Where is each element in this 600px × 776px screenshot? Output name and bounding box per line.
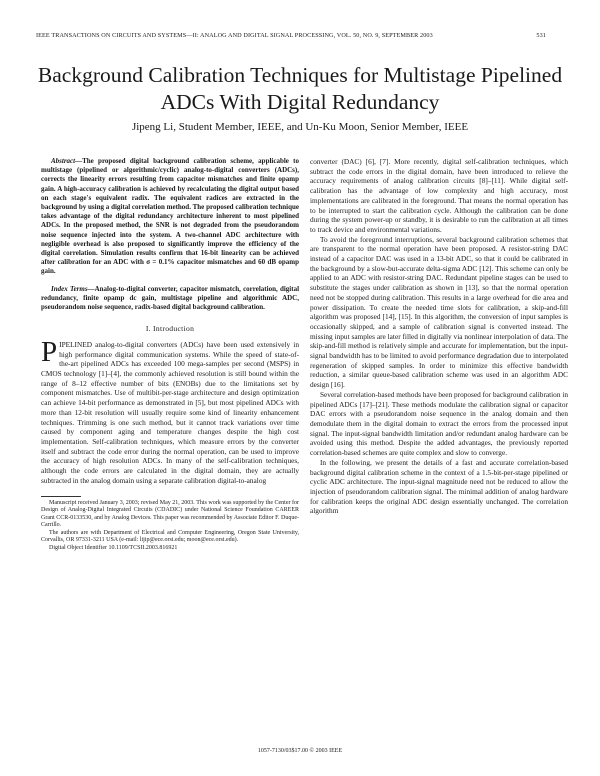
intro-text: IPELINED analog-to-digital converters (ADCs) have been used extensively in high performance digital communication systems. While the speed of state-of-the-art pipelined ADCs has exceeded 100 mega-samples per second (MSPS) in CMOS technology [1]–[4], the commonly achieved resolution is still bound within the range of 8–12 effective number of bits (ENOBs) due to the limitations set by component mismatches. Use of multibit-per-stage architecture and design optimization can achieve 14-bit performance as demonstrated in [5], but most pipelined ADCs with more than 12-bit resolution will usually require some kind of linearity enhancement techniques. Trimming is one such method, but it cannot track variations over time caused by component aging and temperature changes despite the high cost implementation. Self-calibration techniques, which measure errors by the converter itself and subtract the code error during the normal operation, can be used to improve the accuracy of high resolution ADCs. In many of the self-calibration techniques, although the code errors are calculated in the digital domain, they are actually subtracted in the analog domain using a separate calibration digital-to-analog: [41, 339, 299, 485]
running-head: [36, 32, 546, 39]
footnote-doi: Digital Object Identifier 10.1109/TCSII.2003.816921: [49, 545, 178, 552]
abstract-text: The proposed digital background calibration scheme, applicable to multistage (pipelined or algorithmic/cyclic) analog-to-digital converters (ADCs), corrects the linearity errors resulting from capacitor mismatches and finite opamp gain. A high-accuracy calibration is achieved by recalculating the digital output based on each stage's equivalent radix. The equivalent radices are extracted in the background by using a digital correlation method. The proposed calibration technique takes advantage of the digital redundancy architecture inherent to most pipelined ADCs. In the proposed method, the SNR is not degraded from the pseudorandom noise sequence injected into the system. A two-channel ADC architecture with negligible overhead is also proposed to significantly improve the efficiency of the digital correlation. Simulation results confirm that 16-bit linearity can be achieved after calibration for an ADC with σ = 0.1% capacitor mismatches and 60 dB opamp gain.: [41, 157, 299, 276]
index-terms: [41, 285, 299, 313]
correlation-paragraph: Several correlation-based methods have been proposed for background calibration in pipelined ADCs [17]–[21]. These methods modulate the calibration signal or capacitor DAC errors with a pseudorandom noise sequence in the analog domain and then demodulate them in the digital domain to extract the errors from the processed input signal. The input-signal bandwidth limitation and/or redundant analog hardware can be avoided using this method. Despite the added advantages, the previously reported correlation-based schemes are quite complex and slow to converge.: [310, 389, 568, 458]
copyright-footer: 1057-7130/03$17.00 © 2003 IEEE: [257, 748, 343, 754]
drop-cap: P: [41, 335, 58, 368]
footnote-affiliation: The authors are with Department of Electrical and Computer Engineering, Oregon State University, Corvallis, OR 97331-3211 USA (e-mail: lijip@ece.orst.edu; moon@ece.orst.edu).: [41, 529, 299, 544]
proposal-paragraph: In the following, we present the details of a fast and accurate correlation-based background digital calibration scheme in the context of a 1.5-bit-per-stage pipelined or cyclic ADC architecture. The input-signal magnitude need not be reduced to allow the injection of pseudorandom calibration signal. The minimal addition of analog hardware for calibration keeps the original ADC design essentially unchanged. The correlation algorithm: [310, 457, 568, 516]
right-column: [310, 157, 568, 516]
page-number: 531: [536, 32, 546, 39]
index-terms-lead: Index Terms—: [51, 284, 95, 293]
left-column: [41, 157, 299, 553]
footnote-rule: [41, 496, 81, 497]
intro-continuation: converter (DAC) [6], [7]. More recently, digital self-calibration techniques, which subtract the code errors in the digital domain, have been introduced to relieve the accuracy requirements of analog calibration circuits [8]–[11]. While digital self-calibration has the advantage of low complexity and high accuracy, most implementations are calibrated in the foreground. That means the normal operation has to be interrupted to start the calibration cycle. Although the calibration can be done during the system power-up or standby, it is desirable to run the calibration at all times to track device and environmental variations.: [310, 157, 568, 234]
abstract-lead: Abstract—: [51, 157, 83, 165]
footnote: [41, 500, 299, 553]
footnote-received: Manuscript received January 3, 2003; revised May 21, 2003. This work was supported by the Center for Design of Analog-Digital Integrated Circuits (CDADIC) under National Science Foundation CAREER Grant CCR-0133530, and by Analog Devices. This paper was recommended by Associate Editor F. Duque-Carrillo.: [41, 499, 299, 529]
paper-title: Background Calibration Techniques for Multistage Pipelined ADCs With Digital Redundancy: [37, 63, 563, 114]
journal-header: IEEE TRANSACTIONS ON CIRCUITS AND SYSTEMS—II: ANALOG AND DIGITAL SIGNAL PROCESSING, VOL. 50, NO. 9, SEPTEMBER 2003: [36, 32, 433, 39]
section-heading: I. Introduction: [145, 324, 195, 334]
intro-paragraph: [41, 335, 299, 486]
index-terms-text: Analog-to-digital converter, capacitor mismatch, correlation, digital redundancy, finite opamp dc gain, multistage pipeline and algorithmic ADC, pseudorandom noise sequence, radix-based digital background calibration.: [41, 284, 300, 312]
paper-authors: Jipeng Li, Student Member, IEEE, and Un-Ku Moon, Senior Member, IEEE: [131, 121, 469, 133]
abstract: [41, 157, 299, 277]
background-paragraph: To avoid the foreground interruptions, several background calibration schemes that are transparent to the normal operation have been proposed. A resistor-string DAC instead of a capacitor DAC was used in a 13-bit ADC, so that it could be calibrated in the background by a slow-but-accurate delta-sigma ADC [12]. This scheme can only be applied to an ADC with resistor-string DAC. Redundant pipeline stages can be used to substitute the stages under calibration as shown in [13], so that the normal operation need not be stopped during calibration. This results in a large overhead for die area and power dissipation. To create the needed time slots for calibration, a skip-and-fill algorithm was proposed [14], [15]. In this algorithm, the conversion of input samples is occasionally skipped, and a sample of calibration signal is converted instead. The missing input samples are later filled in digitally via nonlinear interpolation of data. The skip-and-fill method is relatively simple and accurate for implementation, but the input-signal bandwidth has to be limited to avoid performance degradation due to interpolated regeneration of skipped samples. In order to minimize this effective bandwidth reduction, a similar queue-based calibration scheme was used in an algorithm ADC design [16].: [310, 234, 568, 390]
